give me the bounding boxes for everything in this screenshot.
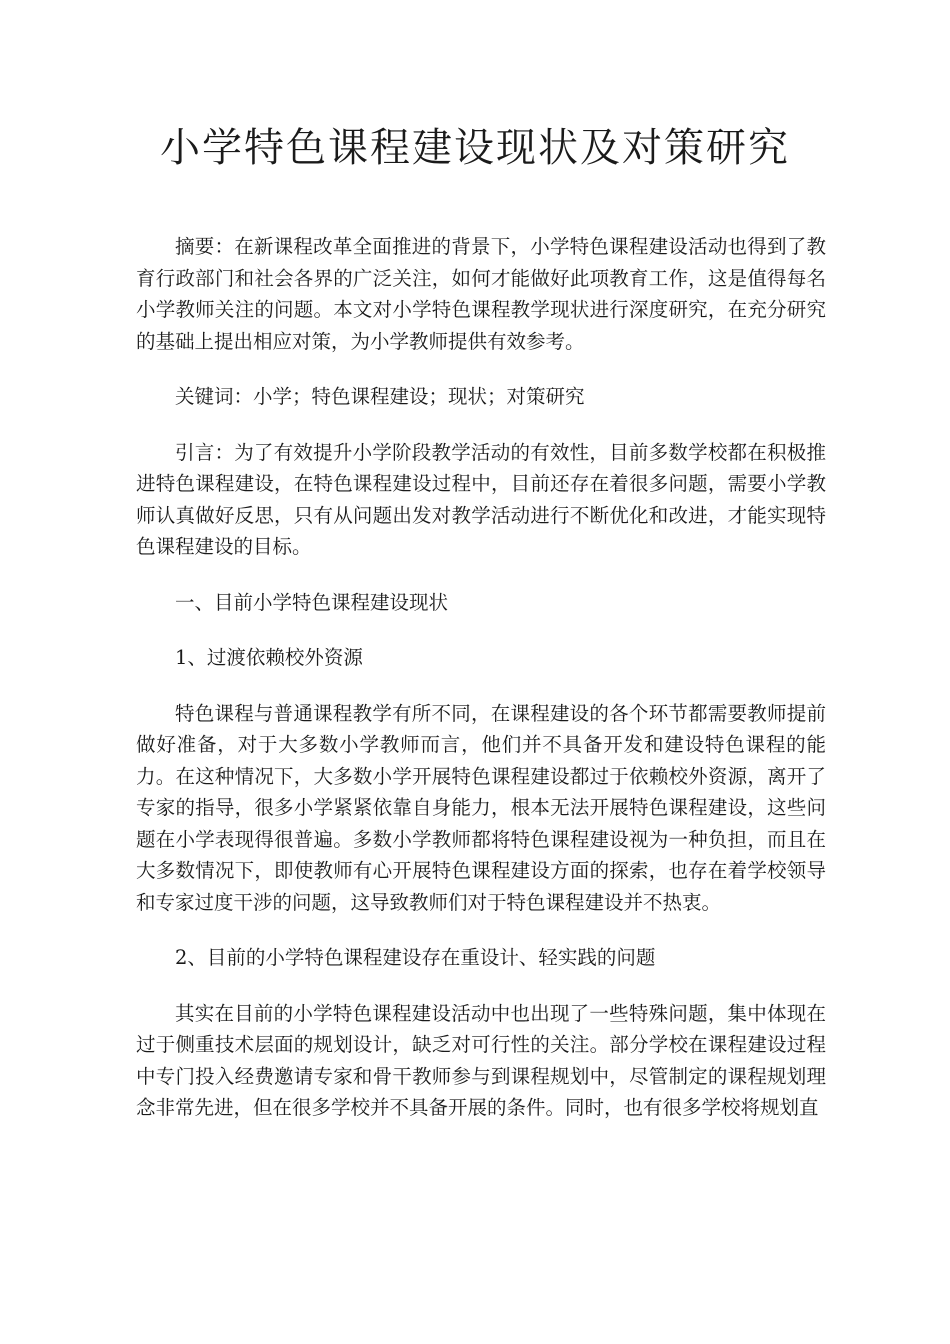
document-title: 小学特色课程建设现状及对策研究: [160, 125, 790, 171]
subsection-body-1: 特色课程与普通课程教学有所不同，在课程建设的各个环节都需要教师提前做好准备，对于大多数小学教师而言，他们并不具备开发和建设特色课程的能力。在这种情况下，大多数小学开展特色课程建设都过于依赖校外资源，离开了专家的指导，很多小学紧紧依靠自身能力，根本无法开展特色课程建设，这些问题在小学表现得很普遍。多数小学教师都将特色课程建设视为一种负担，而且在大多数情况下，即使教师有心开展特色课程建设方面的探索，也存在着学校领导和专家过度干涉的问题，这导致教师们对于特色课程建设并不热衷。: [136, 701, 826, 914]
subsection-heading-2: 2、目前的小学特色课程建设存在重设计、轻实践的问题: [175, 946, 656, 969]
introduction-paragraph: 引言：为了有效提升小学阶段教学活动的有效性，目前多数学校都在积极推进特色课程建设，在特色课程建设过程中，目前还存在着很多问题，需要小学教师认真做好反思，只有从问题出发对教学活动进行不断优化和改进，才能实现特色课程建设的目标。: [136, 440, 826, 558]
keywords-paragraph: 关键词：小学；特色课程建设；现状；对策研究: [175, 385, 585, 408]
document-body: [136, 231, 826, 1124]
subsection-body-2: 其实在目前的小学特色课程建设活动中也出现了一些特殊问题，集中体现在过于侧重技术层面的规划设计，缺乏对可行性的关注。部分学校在课程建设过程中专门投入经费邀请专家和骨干教师参与到课程规划中，尽管制定的课程规划理念非常先进，但在很多学校并不具备开展的条件。同时，也有很多学校将规划直: [136, 1001, 826, 1119]
section-heading-1: 一、目前小学特色课程建设现状: [175, 590, 449, 614]
abstract-paragraph: 摘要：在新课程改革全面推进的背景下，小学特色课程建设活动也得到了教育行政部门和社会各界的广泛关注，如何才能做好此项教育工作，这是值得每名小学教师关注的问题。本文对小学特色课程教学现状进行深度研究，在充分研究的基础上提出相应对策，为小学教师提供有效参考。: [136, 235, 826, 353]
subsection-heading-1: 1、过渡依赖校外资源: [175, 646, 363, 669]
